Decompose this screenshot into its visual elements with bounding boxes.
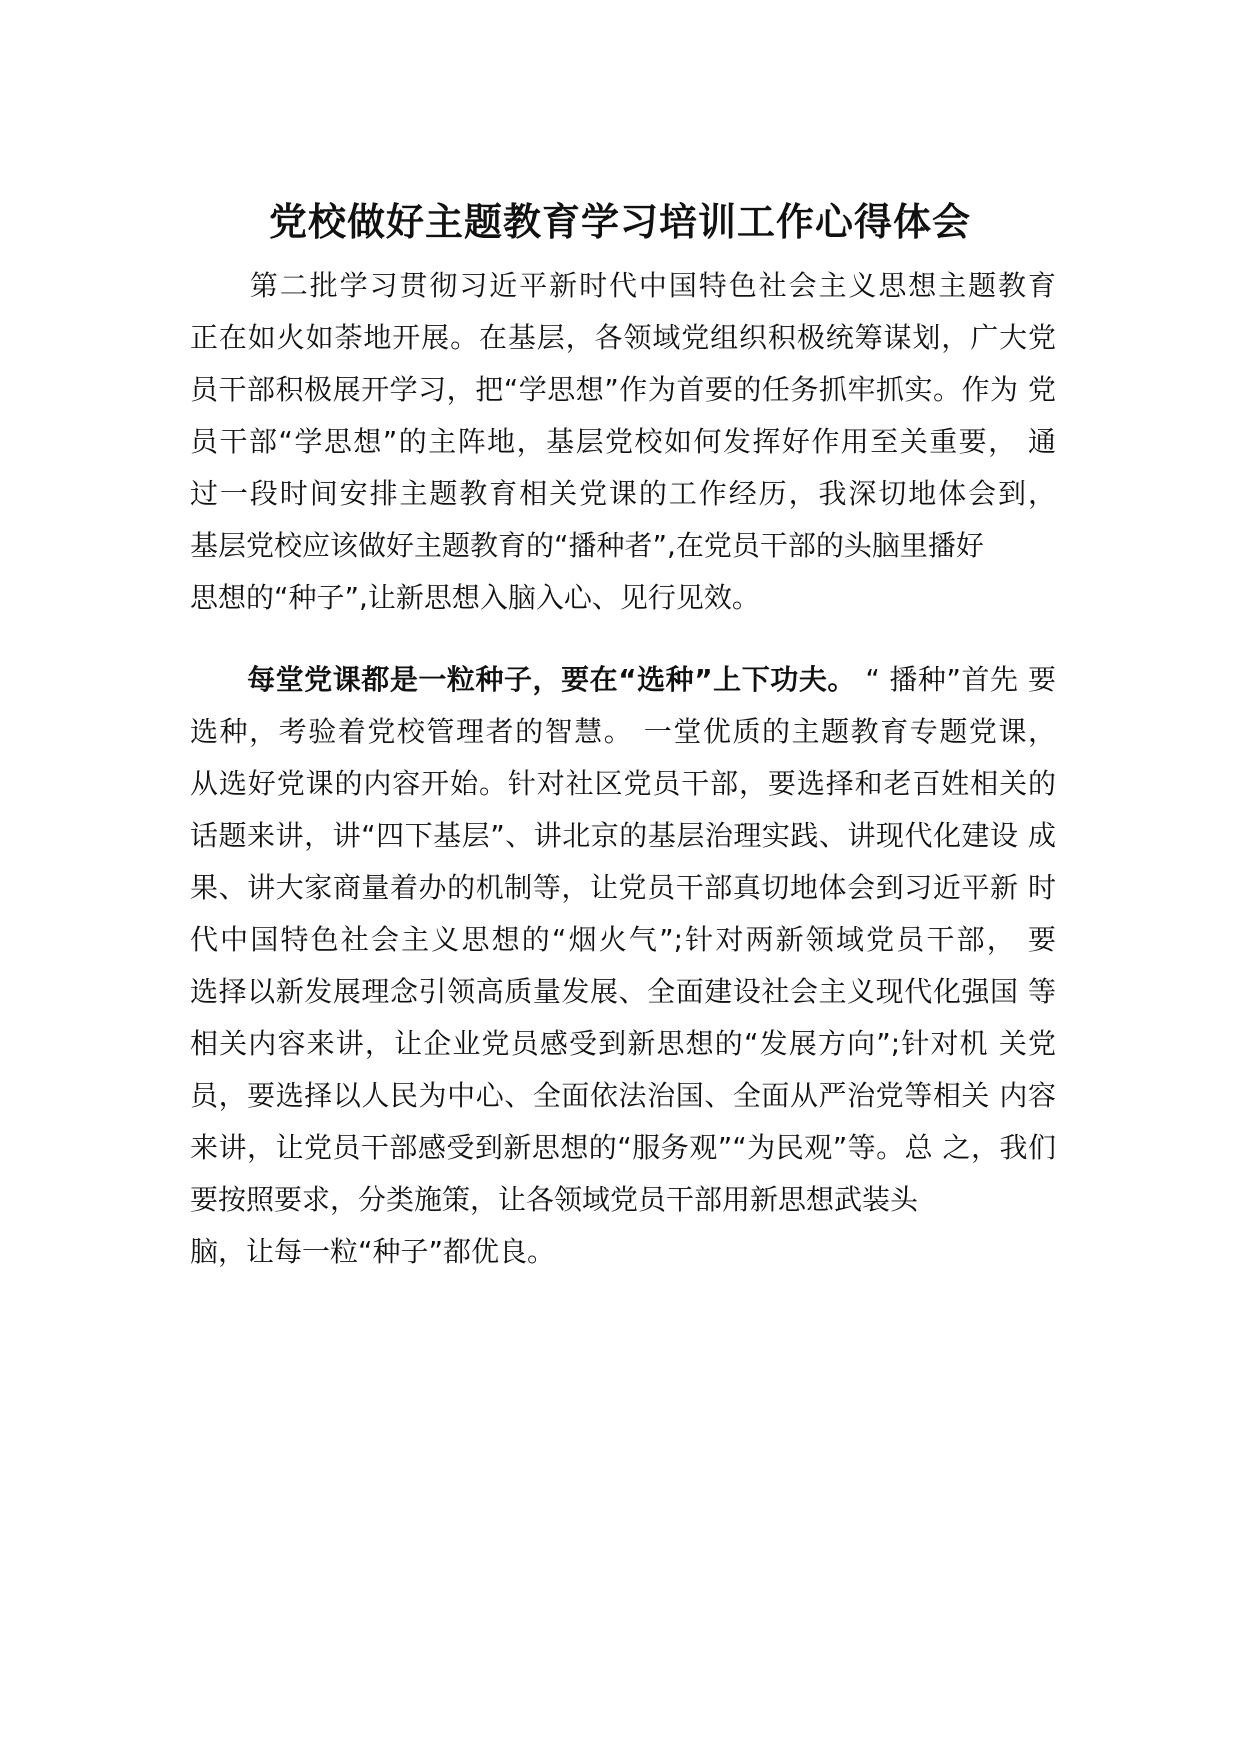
- p1-line-4: 员干部“学思想”的主阵地，基层党校如何发挥好作用至关重要， 通: [190, 425, 1056, 458]
- p2-line-3: 从选好党课的内容开始。针对社区党员干部，要选择和老百姓相关的: [190, 767, 1056, 800]
- p2-line-5: 果、讲大家商量着办的机制等，让党员干部真切地体会到习近平新 时: [190, 871, 1056, 904]
- p2-line-9: 员，要选择以人民为中心、全面依法治国、全面从严治党等相关 内容: [190, 1079, 1056, 1112]
- p2-line-7: 选择以新发展理念引领高质量发展、全面建设社会主义现代化强国 等: [190, 975, 1056, 1008]
- p2-line-2: 选种，考验着党校管理者的智慧。 一堂优质的主题教育专题党课，: [190, 715, 1056, 748]
- p1-line-7: 思想的“种子”,让新思想入脑入心、见行见效。: [190, 581, 760, 614]
- p2-line-1: [190, 660, 1056, 700]
- p2-line-12: 脑，让每一粒“种子”都优良。: [190, 1235, 556, 1268]
- p2-line-10: 来讲，让党员干部感受到新思想的“服务观”“为民观”等。总 之，我们: [190, 1131, 1056, 1164]
- document-title: 党校做好主题教育学习培训工作心得体会: [268, 200, 971, 244]
- p2-line-8: 相关内容来讲，让企业党员感受到新思想的“发展方向”;针对机 关党: [190, 1027, 1056, 1060]
- p1-line-6: 基层党校应该做好主题教育的“播种者”,在党员干部的头脑里播好: [190, 529, 984, 562]
- p2-line-11: 要按照要求，分类施策，让各领域党员干部用新思想武装头: [190, 1183, 919, 1216]
- p1-line-3: 员干部积极展开学习，把“学思想”作为首要的任务抓牢抓实。作为 党: [190, 373, 1056, 406]
- p1-line-2: 正在如火如荼地开展。在基层，各领域党组织积极统筹谋划，广大党: [190, 321, 1056, 354]
- p2-line-1-rest: “ 播种”首先 要: [855, 663, 1057, 696]
- section-heading: 每堂党课都是一粒种子，要在“选种”上下功夫。: [190, 663, 856, 696]
- p1-line-1: 第二批学习贯彻习近平新时代中国特色社会主义思想主题教育: [190, 269, 1056, 302]
- p2-line-6: 代中国特色社会主义思想的“烟火气”;针对两新领域党员干部， 要: [190, 923, 1056, 956]
- p2-line-4: 话题来讲，讲“四下基层”、讲北京的基层治理实践、讲现代化建设 成: [190, 819, 1056, 852]
- p1-line-5: 过一段时间安排主题教育相关党课的工作经历，我深切地体会到，: [190, 477, 1056, 510]
